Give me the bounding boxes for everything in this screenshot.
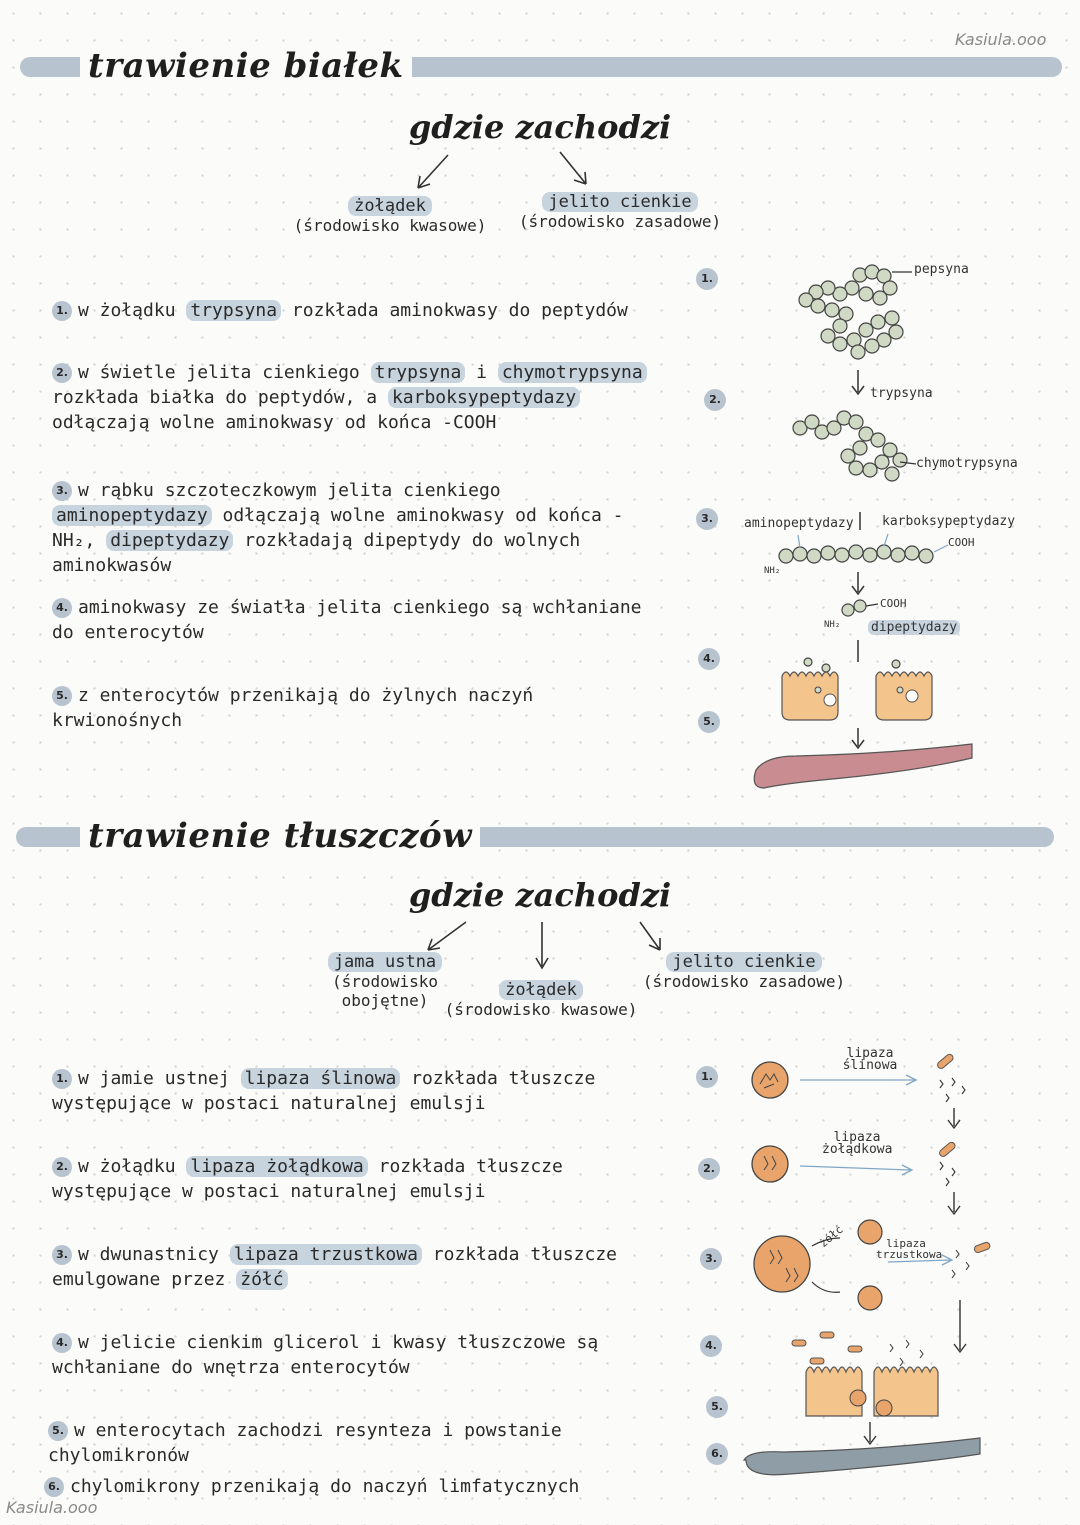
step-text: w żołądku (78, 1156, 187, 1177)
step-text: rozkładają dipeptydy do wolnych aminokwasów (52, 530, 581, 576)
location-env: (środowisko zasadowe) (518, 212, 722, 231)
author-signature-top: Kasiula.ooo (955, 30, 1047, 49)
label-aminopeptydazy: aminopeptydazy (744, 516, 854, 531)
enzyme-lipaza-zoladkowa: lipaza żołądkowa (186, 1156, 367, 1177)
label-trypsyna: trypsyna (870, 386, 933, 401)
lymph-vessel (744, 1438, 980, 1475)
fat-diagram-num-4: 4. (700, 1335, 722, 1357)
label-cooh-dipeptide: COOH (880, 597, 907, 610)
bile-zolc: żółć (236, 1269, 287, 1290)
step-text: rozkłada tłuszcze występujące w postaci naturalnej emulsji (52, 1156, 563, 1202)
step-text: chylomikrony przenikają do naczyń limfatycznych (70, 1476, 580, 1497)
protein-where-title: gdzie zachodzi (408, 108, 672, 146)
label-chymotrypsyna: chymotrypsyna (916, 456, 1018, 471)
label-nh2-dipeptide: NH₂ (824, 620, 841, 630)
fat-diagram-num-3: 3. (700, 1248, 722, 1270)
label-nh2-chain: NH₂ (764, 566, 781, 576)
enzyme-chymotrypsyna: chymotrypsyna (498, 362, 647, 383)
step-number: 6. (44, 1477, 64, 1497)
location-name: żołądek (499, 980, 583, 1000)
fat-where-title: gdzie zachodzi (408, 876, 672, 914)
protein-title: trawienie białek (80, 46, 412, 86)
step-text: z enterocytów przenikają do żylnych naczyń krwionośnych (52, 685, 534, 731)
step-text: rozkłada tłuszcze emulgowane przez (52, 1244, 618, 1290)
enzyme-karboksypeptydazy: karboksypeptydazy (388, 387, 580, 408)
protein-diagram-num-2: 2. (704, 389, 726, 411)
fat-diagram-num-2: 2. (698, 1158, 720, 1180)
step-text: w jamie ustnej (78, 1068, 241, 1089)
protein-diagram-num-5: 5. (698, 711, 720, 733)
step-text: w rąbku szczoteczkowym jelita cienkiego (78, 480, 501, 501)
author-signature-bottom: Kasiula.ooo (6, 1498, 98, 1517)
step-number: 5. (52, 686, 72, 706)
location-name: jelito cienkie (542, 192, 697, 212)
step-text: i (465, 362, 498, 383)
location-env: (środowisko obojętne) (332, 972, 438, 1010)
step-text: w świetle jelita cienkiego (78, 362, 371, 383)
label-cooh-chain: COOH (948, 536, 975, 549)
location-name: jama ustna (328, 952, 442, 972)
step-text: rozkłada aminokwasy do peptydów (281, 300, 628, 321)
step-number: 4. (52, 1333, 72, 1353)
protein-diagram-num-1: 1. (696, 268, 718, 290)
step-text: w enterocytach zachodzi resynteza i powstanie chylomikronów (48, 1420, 562, 1466)
step-text: w żołądku (78, 300, 187, 321)
step-text: w jelicie cienkim glicerol i kwasy tłuszczowe są wchłaniane do wnętrza enterocytów (52, 1332, 599, 1378)
label-dipeptydazy: dipeptydazy (868, 620, 960, 635)
enzyme-dipeptydazy: dipeptydazy (106, 530, 233, 551)
step-number: 3. (52, 1245, 72, 1265)
step-number: 2. (52, 363, 72, 383)
protein-diagram-num-4: 4. (698, 648, 720, 670)
location-env: (środowisko zasadowe) (642, 972, 846, 991)
enzyme-lipaza-slinowa: lipaza ślinowa (241, 1068, 401, 1089)
fat-title: trawienie tłuszczów (80, 816, 480, 856)
step-number: 4. (52, 598, 72, 618)
location-env: (środowisko kwasowe) (444, 1000, 638, 1019)
label-zolc: żółć (816, 1223, 846, 1250)
enzyme-lipaza-trzustkowa: lipaza trzustkowa (230, 1244, 422, 1265)
step-text: w dwunastnicy (78, 1244, 230, 1265)
step-text: rozkłada białka do peptydów, a (52, 387, 388, 408)
fat-diagram-num-5: 5. (706, 1396, 728, 1418)
label-lipaza-slinowa: lipaza ślinowa (842, 1046, 898, 1073)
step-number: 2. (52, 1157, 72, 1177)
location-env: (środowisko kwasowe) (293, 216, 487, 235)
fat-diagram-num-1: 1. (696, 1066, 718, 1088)
step-number: 3. (52, 481, 72, 501)
protein-diagram-num-3: 3. (696, 508, 718, 530)
step-text: odłączają wolne aminokwasy od końca -COOH (52, 412, 497, 433)
step-text: rozkłada tłuszcze występujące w postaci naturalnej emulsji (52, 1068, 596, 1114)
label-pepsyna: pepsyna (914, 262, 969, 277)
step-text: odłączają wolne aminokwasy od końca -NH₂, (52, 505, 624, 551)
step-number: 1. (52, 1069, 72, 1089)
step-text: aminokwasy ze światła jelita cienkiego są wchłaniane do enterocytów (52, 597, 642, 643)
enzyme-trypsyna: trypsyna (371, 362, 466, 383)
enzyme-trypsyna: trypsyna (186, 300, 281, 321)
step-number: 5. (48, 1421, 68, 1441)
location-name: jelito cienkie (666, 952, 821, 972)
step-number: 1. (52, 301, 72, 321)
label-lipaza-trzustkowa: lipaza trzustkowa (876, 1237, 943, 1261)
fat-diagram-num-6: 6. (706, 1443, 728, 1465)
label-lipaza-zoladkowa: lipaza żołądkowa (822, 1130, 893, 1157)
location-name: żołądek (348, 196, 432, 216)
enzyme-aminopeptydazy: aminopeptydazy (52, 505, 212, 526)
label-karboksypeptydazy: karboksypeptydazy (882, 514, 1016, 529)
